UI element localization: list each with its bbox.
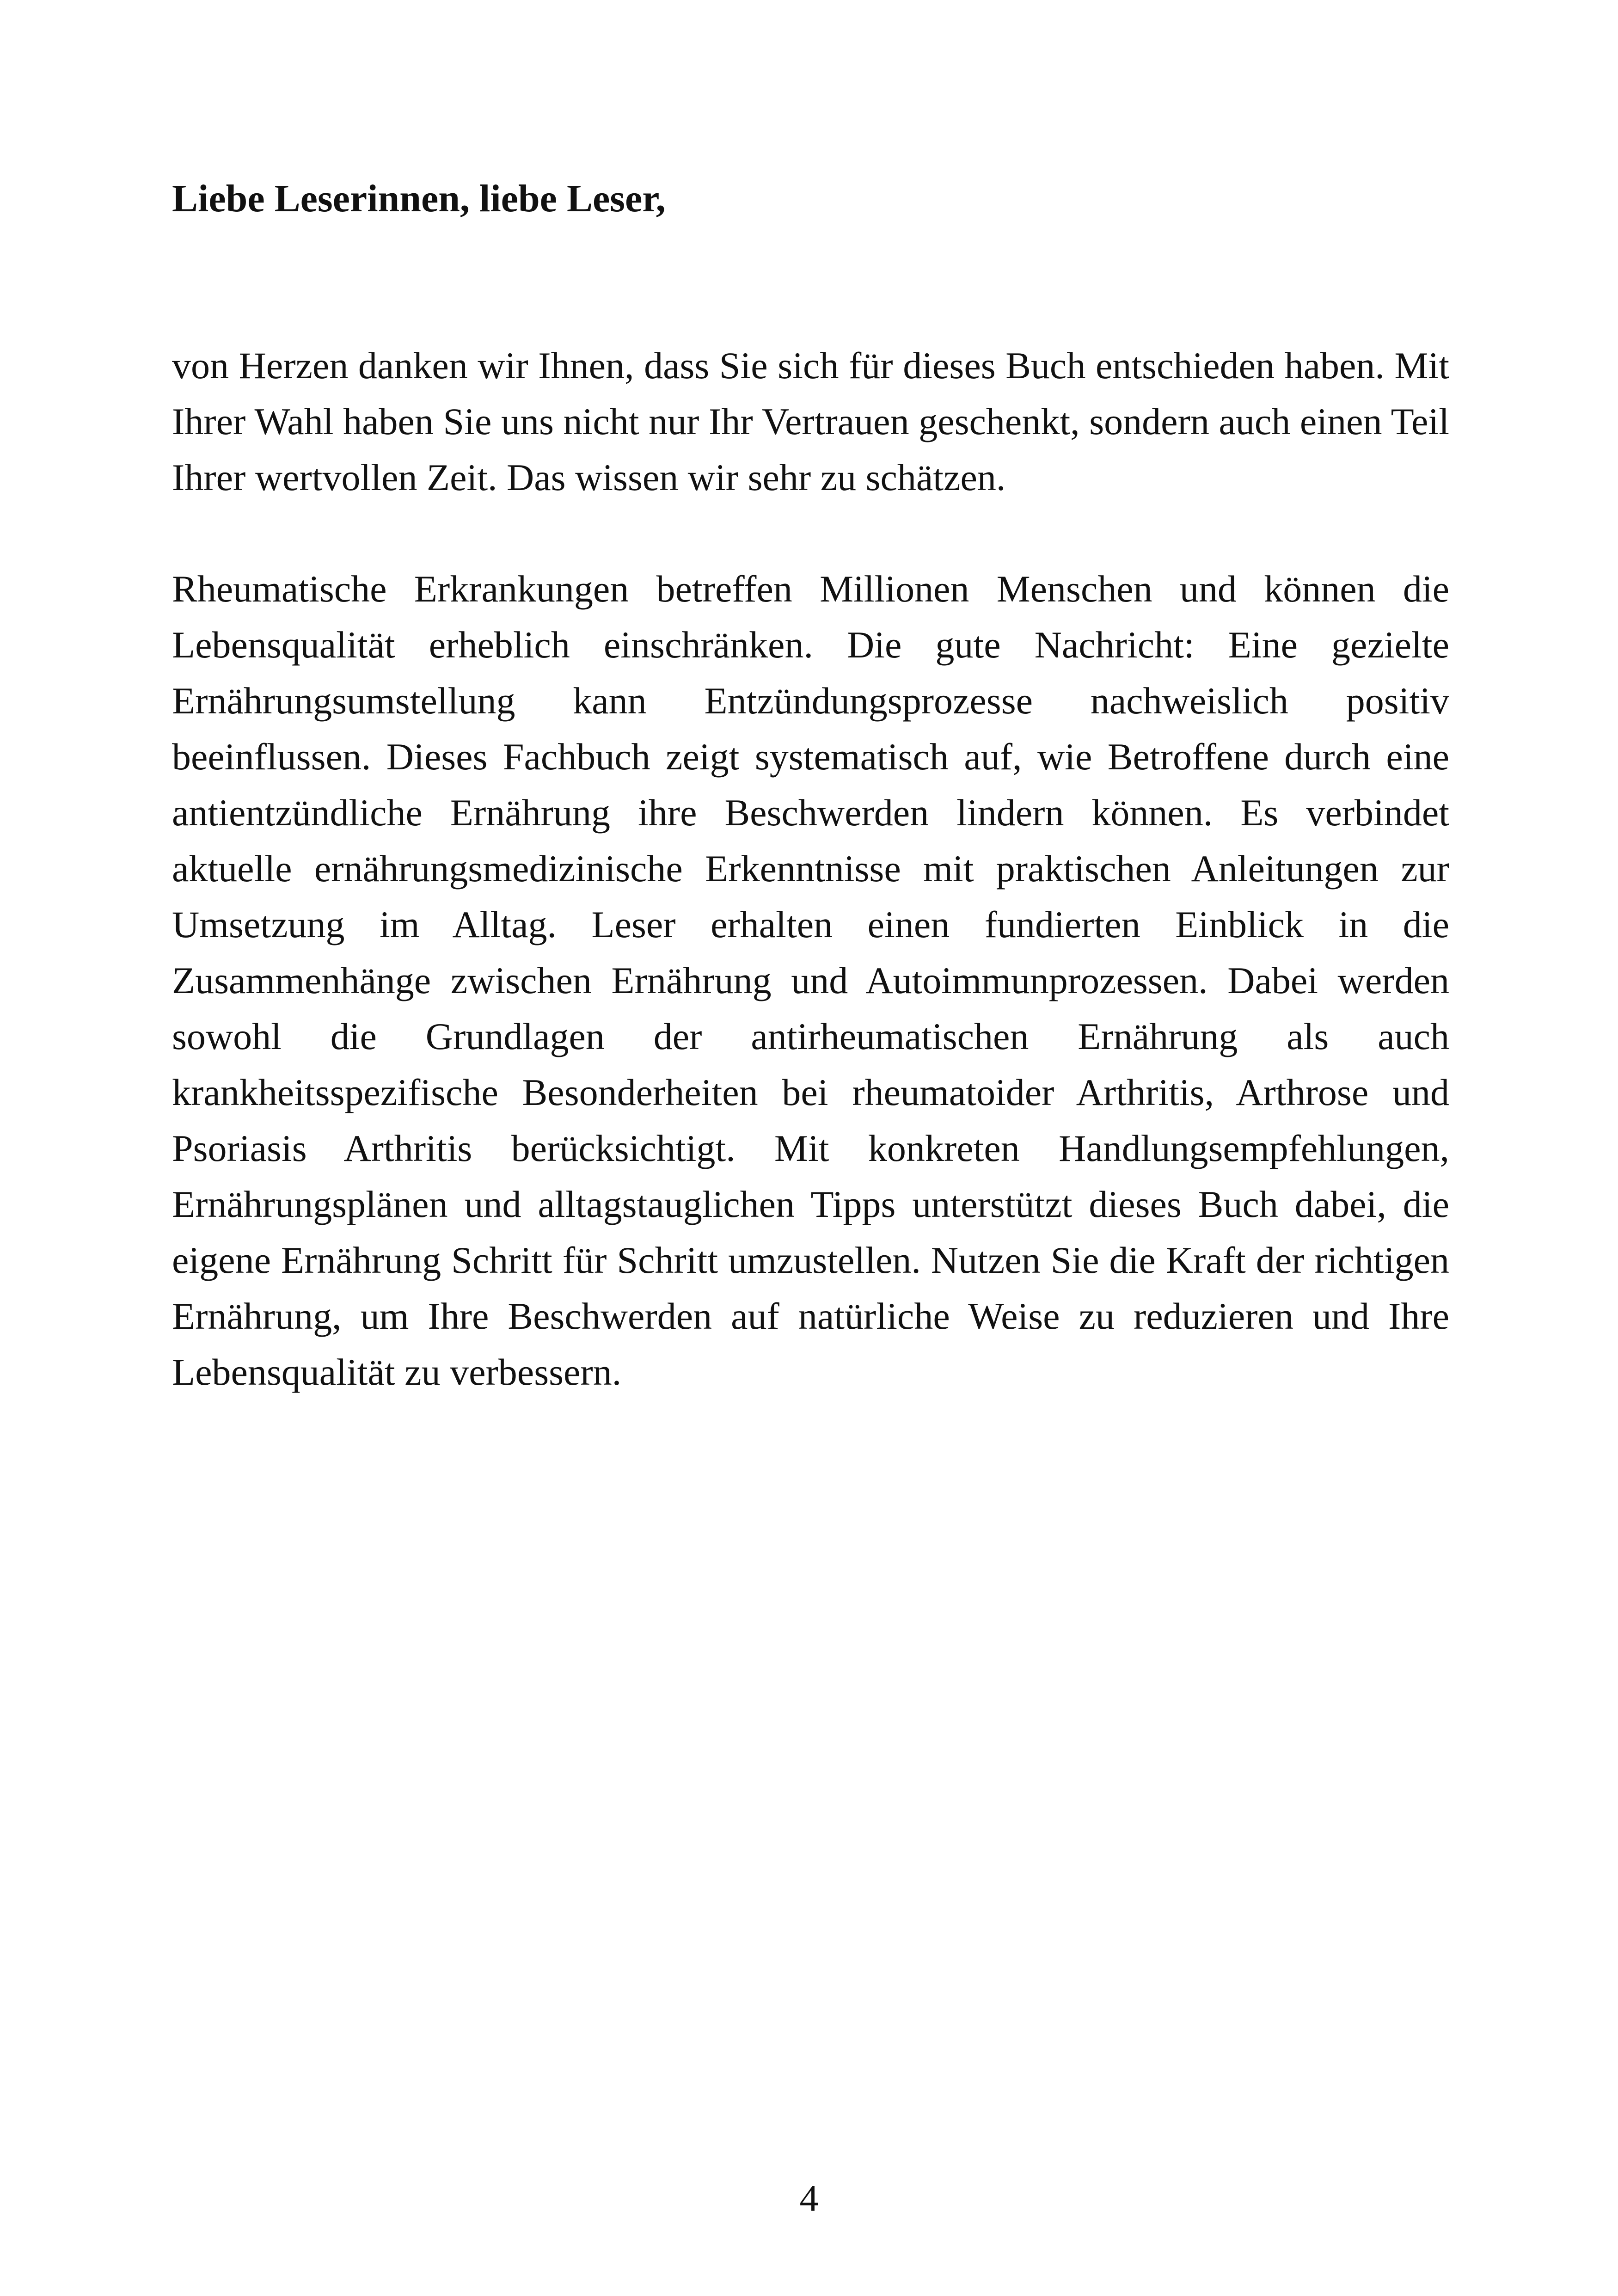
salutation-heading: Liebe Leserinnen, liebe Leser,: [172, 177, 666, 220]
body-paragraph: Rheumatische Erkrankungen betreffen Millionen Menschen und können die Lebensqualität erheblich einschränken. Die gute Nachricht: Eine gezielte Ernährungsumstellung kann Entzündungsprozesse nachweislich positiv beeinflussen. Dieses Fachbuch zeigt systematisch auf, wie Betroffene durch eine antientzündliche Ernährung ihre Beschwerden lindern können. Es verbindet aktuelle ernährungsmedizinische Erkenntnisse mit praktischen Anleitungen zur Umsetzung im Alltag. Leser erhalten einen fundierten Einblick in die Zusammenhänge zwischen Ernährung und Autoimmunprozessen. Dabei werden sowohl die Grundlagen der antirheumatischen Ernährung als auch krankheitsspezifische Besonderheiten bei rheumatoider Arthritis, Arthrose und Psoriasis Arthritis berücksichtigt. Mit konkreten Handlungsempfehlungen, Ernährungsplänen und alltagstauglichen Tipps unterstützt dieses Buch dabei, die eigene Ernährung Schritt für Schritt umzustellen. Nutzen Sie die Kraft der richtigen Ernährung, um Ihre Beschwerden auf natürliche Weise zu reduzieren und Ihre Lebensqualität zu verbessern.: [172, 568, 1449, 1393]
page-number: 4: [799, 2177, 819, 2219]
intro-paragraph: von Herzen danken wir Ihnen, dass Sie sich für dieses Buch entschieden haben. Mit Ihrer Wahl haben Sie uns nicht nur Ihr Vertrauen geschenkt, sondern auch einen Teil Ihrer wertvollen Zeit. Das wissen wir sehr zu schätzen.: [172, 344, 1449, 498]
page-content: [172, 171, 1449, 1455]
